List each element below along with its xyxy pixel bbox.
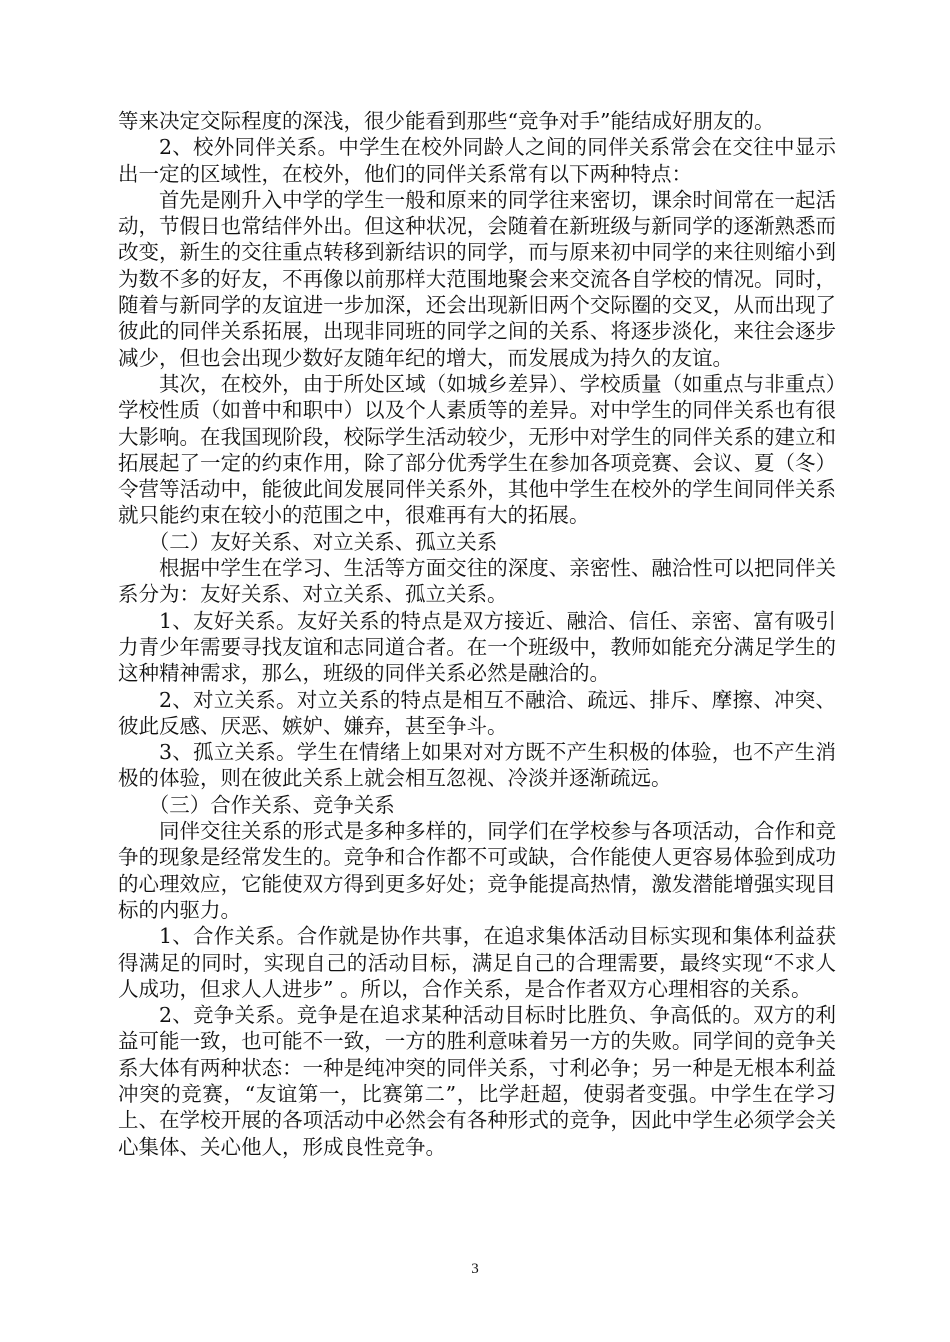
paragraph-off-campus-relations: 2、校外同伴关系。中学生在校外同龄人之间的同伴关系常会在交往中显示出一定的区域性，在校外，他们的同伴关系常有以下两种特点： [118, 135, 836, 186]
section-heading-2: （二）友好关系、对立关系、孤立关系 [148, 529, 498, 554]
page-number: 3 [471, 1261, 479, 1277]
paragraph-second-feature: 其次，在校外，由于所处区域（如城乡差异）、学校质量（如重点与非重点）学校性质（如普中和职中）以及个人素质等的差异。对中学生的同伴关系也有很大影响。在我国现阶段，校际学生活动较少，无形中对学生的同伴关系的建立和拓展起了一定的约束作用，除了部分优秀学生在参加各项竞赛、会议、夏（冬）令营等活动中，能彼此间发展同伴关系外，其他中学生在校外的学生间同伴关系就只能约束在较小的范围之中，很难再有大的拓展。 [118, 371, 836, 528]
paragraph-friendly-relation: 1、友好关系。友好关系的特点是双方接近、融洽、信任、亲密、富有吸引力青少年需要寻找友谊和志同道合者。在一个班级中，教师如能充分满足学生的这种精神需求，那么，班级的同伴关系必然是融洽的。 [118, 608, 836, 686]
paragraph-opposing-relation: 2、对立关系。对立关系的特点是相互不融洽、疏远、排斥、摩擦、冲突、彼此反感、厌恶、嫉妒、嫌弃，甚至争斗。 [118, 687, 836, 738]
section-heading-3: （三）合作关系、竞争关系 [148, 792, 395, 817]
paragraph-cooperation-relation: 1、合作关系。合作就是协作共事，在追求集体活动目标实现和集体利益获得满足的同时，实现自己的活动目标，满足自己的合理需要，最终实现“不求人人成功，但求人人进步” 。所以，合作关系，是合作者双方心理相容的关系。 [118, 924, 836, 1001]
paragraph-continuation: 等来决定交际程度的深浅，很少能看到那些“竞争对手”能结成好朋友的。 [118, 109, 775, 133]
paragraph-competition-relation: 2、竞争关系。竞争是在追求某种活动目标时比胜负、争高低的。双方的利益可能一致，也可能不一致，一方的胜利意味着另一方的失败。同学间的竞争关系大体有两种状态：一种是纯冲突的同伴关系，寸利必争；另一种是无根本利益冲突的竞赛，“友谊第一，比赛第二”，比学赶超，使弱者变强。中学生在学习上、在学校开展的各项活动中必然会有各种形式的竞争，因此中学生必须学会关心集体、关心他人，形成良性竞争。 [118, 1003, 836, 1159]
paragraph-first-feature: 首先是刚升入中学的学生一般和原来的同学往来密切，课余时间常在一起活动，节假日也常结伴外出。但这种状况，会随着在新班级与新同学的逐渐熟悉而改变，新生的交往重点转移到新结识的同学，而与原来初中同学的来往则缩小到为数不多的好友，不再像以前那样大范围地聚会来交流各自学校的情况。同时，随着与新同学的友谊进一步加深，还会出现新旧两个交际圈的交叉，从而出现了彼此的同伴关系拓展，出现非同班的同学之间的关系、将逐步淡化，来往会逐步减少，但也会出现少数好友随年纪的增大，而发展成为持久的友谊。 [118, 187, 836, 370]
paragraph-isolated-relation: 3、孤立关系。学生在情绪上如果对对方既不产生积极的体验，也不产生消极的体验，则在彼此关系上就会相互忽视、冷淡并逐渐疏远。 [118, 740, 836, 791]
body-text [118, 108, 836, 1160]
paragraph-cooperation-competition: 同伴交往关系的形式是多种多样的，同学们在学校参与各项活动，合作和竞争的现象是经常发生的。竞争和合作都不可或缺，合作能使人更容易体验到成功的心理效应，它能使双方得到更多好处；竞争能提高热情，激发潜能增强实现目标的内驱力。 [118, 819, 836, 922]
paragraph-classification: 根据中学生在学习、生活等方面交往的深度、亲密性、融洽性可以把同伴关系分为：友好关系、对立关系、孤立关系。 [118, 556, 836, 607]
